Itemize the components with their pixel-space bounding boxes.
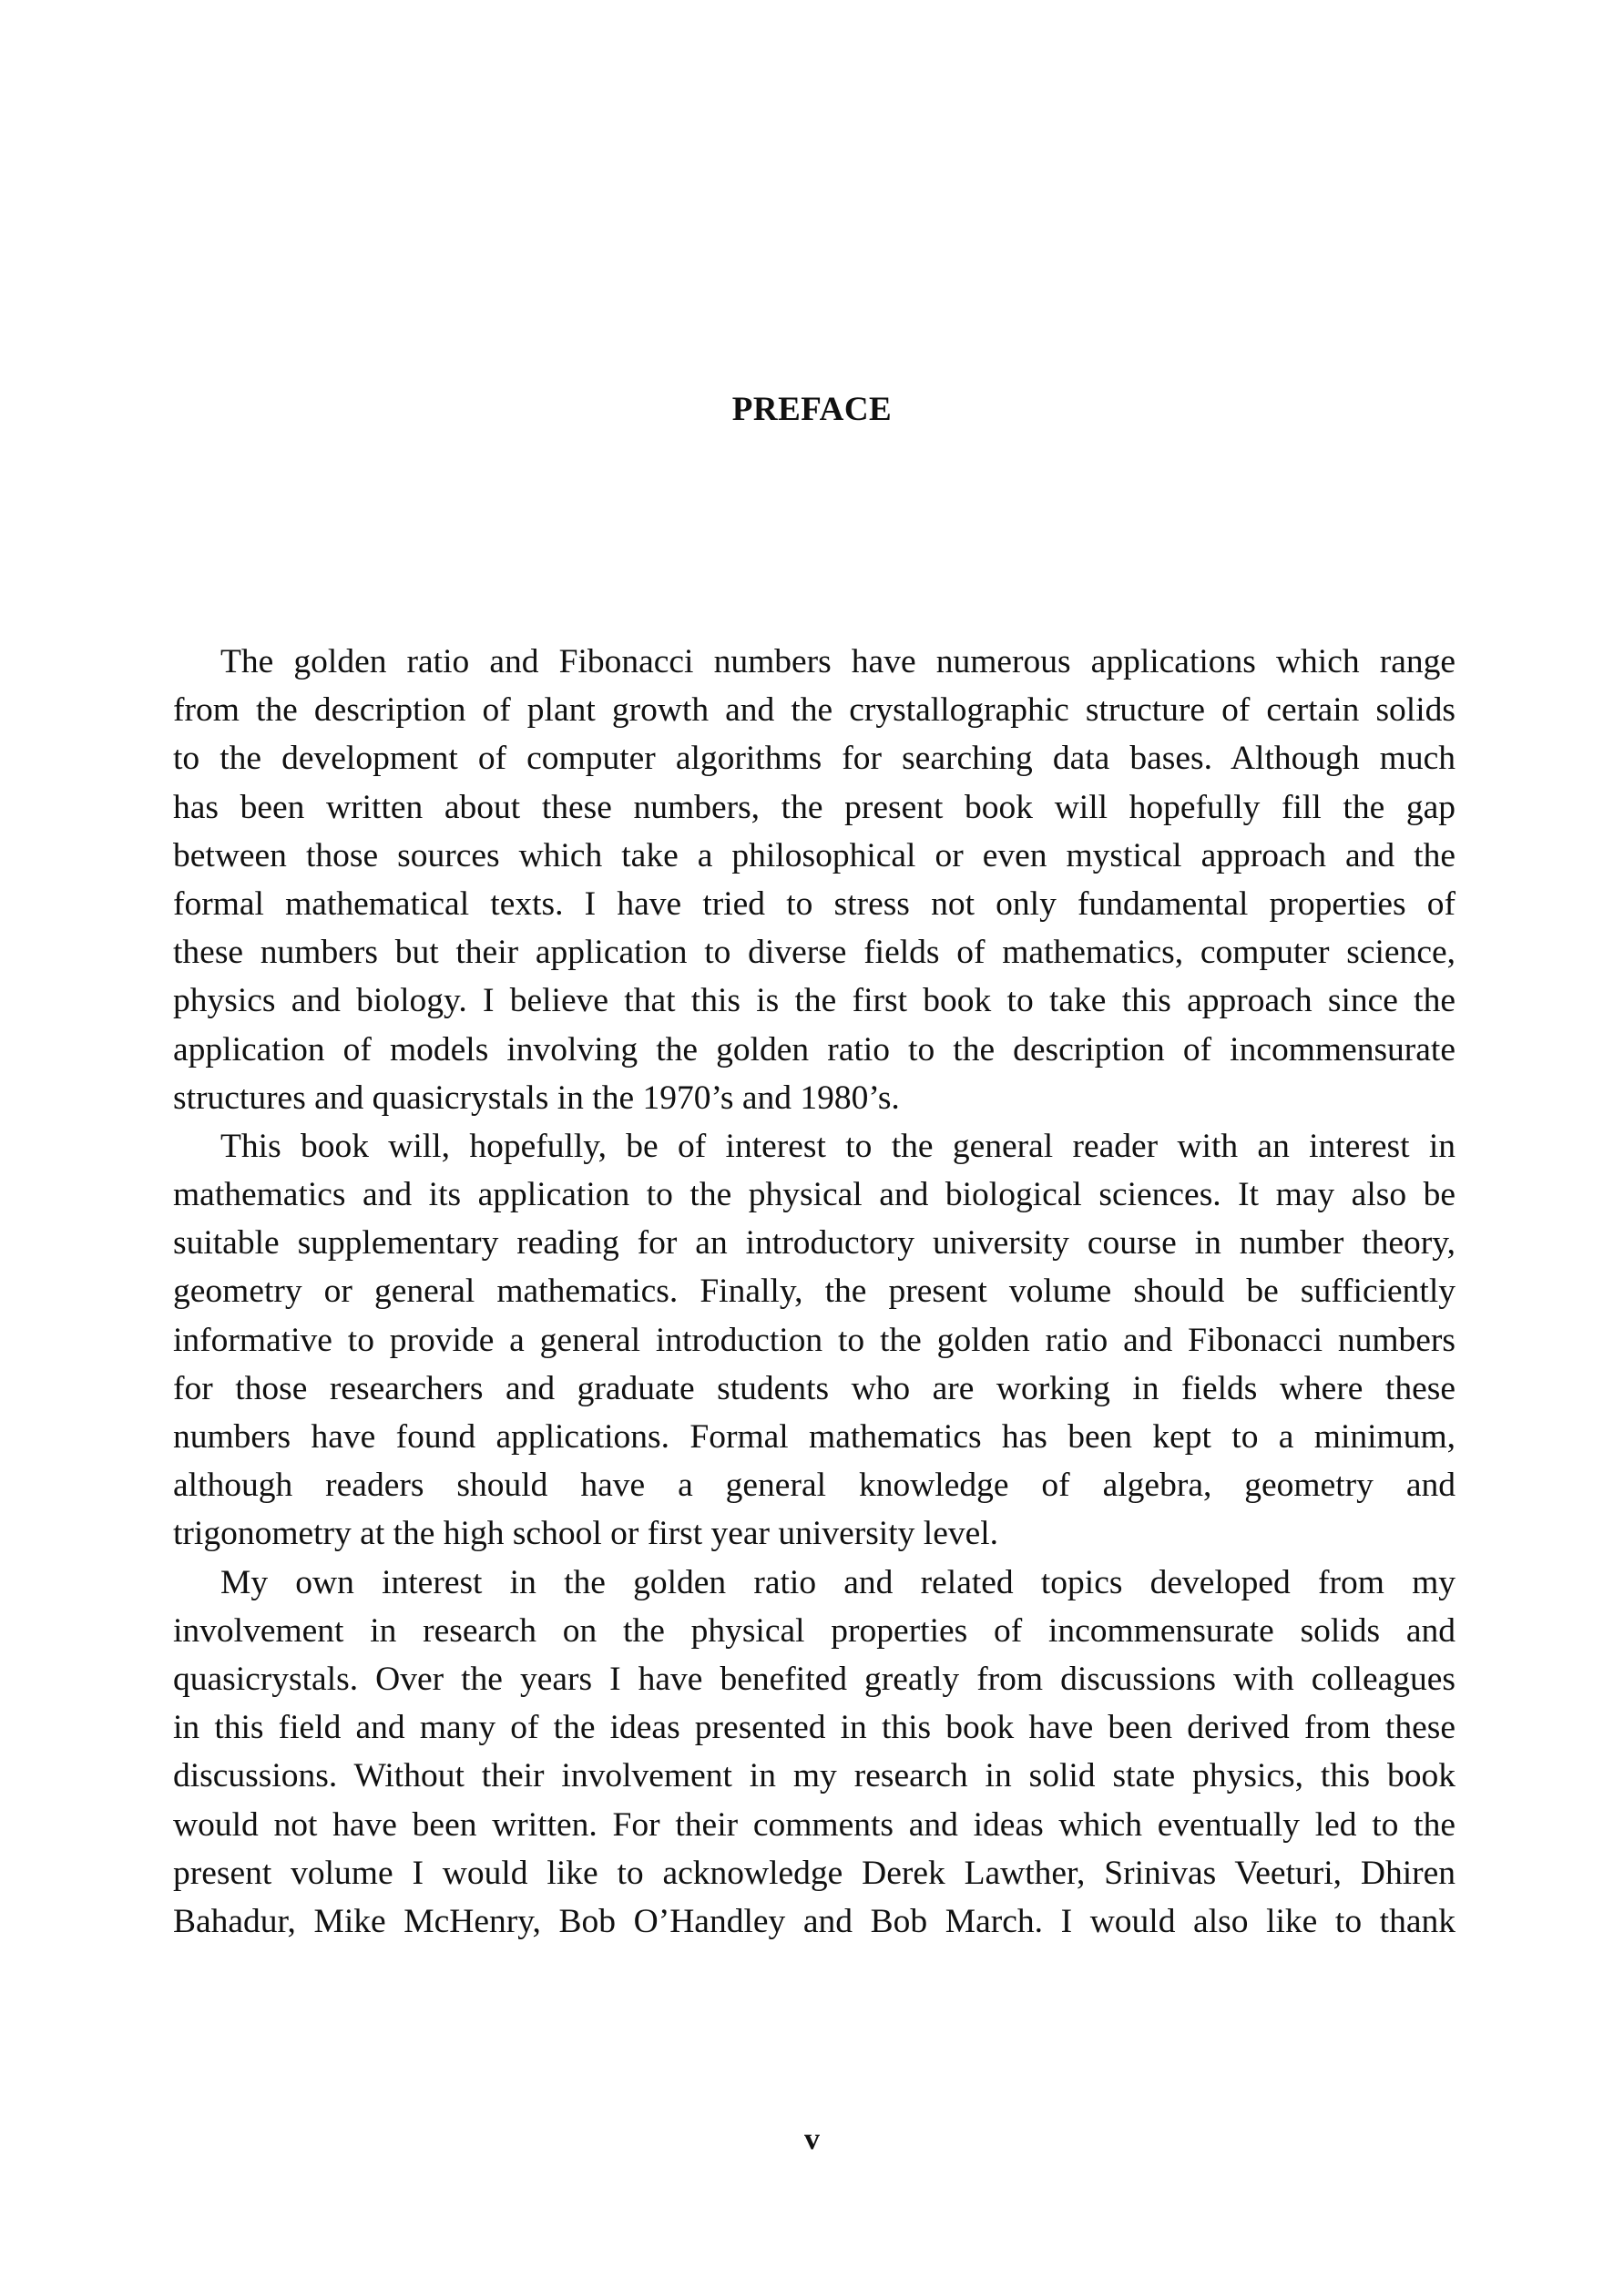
- text-line: trigonometry at the high school or first year university level.: [173, 1515, 999, 1553]
- page-title: PREFACE: [731, 391, 893, 428]
- paragraph-2: [173, 1122, 1455, 1559]
- text-line: formal mathematical texts. I have tried to stress not only fundamental properties of: [173, 884, 1455, 923]
- text-line: between those sources which take a philosophical or even mystical approach and the: [173, 836, 1455, 874]
- text-line: for those researchers and graduate students who are working in fields where these: [173, 1369, 1455, 1407]
- text-line: involvement in research on the physical properties of incommensurate solids and: [173, 1611, 1455, 1650]
- preface-body: [173, 638, 1455, 1946]
- paragraph-3: [173, 1559, 1455, 1947]
- text-line: quasicrystals. Over the years I have benefited greatly from discussions with colleagues: [173, 1660, 1455, 1698]
- text-line: discussions. Without their involvement in my research in solid state physics, this book: [173, 1757, 1455, 1795]
- text-line: My own interest in the golden ratio and related topics developed from my: [220, 1563, 1455, 1601]
- text-line: from the description of plant growth and the crystallographic structure of certain solids: [173, 691, 1455, 730]
- text-line: structures and quasicrystals in the 1970’s and 1980’s.: [173, 1079, 900, 1117]
- text-line: has been written about these numbers, the present book will hopefully fill the gap: [173, 788, 1455, 826]
- page-number: v: [804, 2122, 820, 2156]
- text-line: The golden ratio and Fibonacci numbers have numerous applications which range: [220, 643, 1455, 680]
- text-line: although readers should have a general knowledge of algebra, geometry and: [173, 1467, 1455, 1505]
- text-line: informative to provide a general introduction to the golden ratio and Fibonacci numbers: [173, 1321, 1455, 1359]
- text-line: would not have been written. For their comments and ideas which eventually led to the: [173, 1805, 1455, 1844]
- text-line: numbers have found applications. Formal mathematics has been kept to a minimum,: [173, 1418, 1455, 1456]
- text-line: mathematics and its application to the physical and biological sciences. It may also be: [173, 1176, 1455, 1214]
- text-line: application of models involving the golden ratio to the description of incommensurate: [173, 1030, 1455, 1068]
- paragraph-1: [173, 638, 1455, 1122]
- text-line: suitable supplementary reading for an introductory university course in number theory,: [173, 1224, 1455, 1263]
- text-line: in this field and many of the ideas presented in this book have been derived from these: [173, 1709, 1455, 1747]
- text-line: Bahadur, Mike McHenry, Bob O’Handley and Bob March. I would also like to thank: [173, 1902, 1455, 1940]
- text-line: This book will, hopefully, be of interest to the general reader with an interest in: [220, 1127, 1455, 1165]
- text-line: to the development of computer algorithms for searching data bases. Although much: [173, 740, 1455, 778]
- text-line: physics and biology. I believe that this is the first book to take this approach since the: [173, 982, 1455, 1020]
- text-line: geometry or general mathematics. Finally, the present volume should be sufficiently: [173, 1273, 1455, 1311]
- text-line: these numbers but their application to diverse fields of mathematics, computer science,: [173, 934, 1455, 972]
- text-line: present volume I would like to acknowledge Derek Lawther, Srinivas Veeturi, Dhiren: [173, 1854, 1455, 1892]
